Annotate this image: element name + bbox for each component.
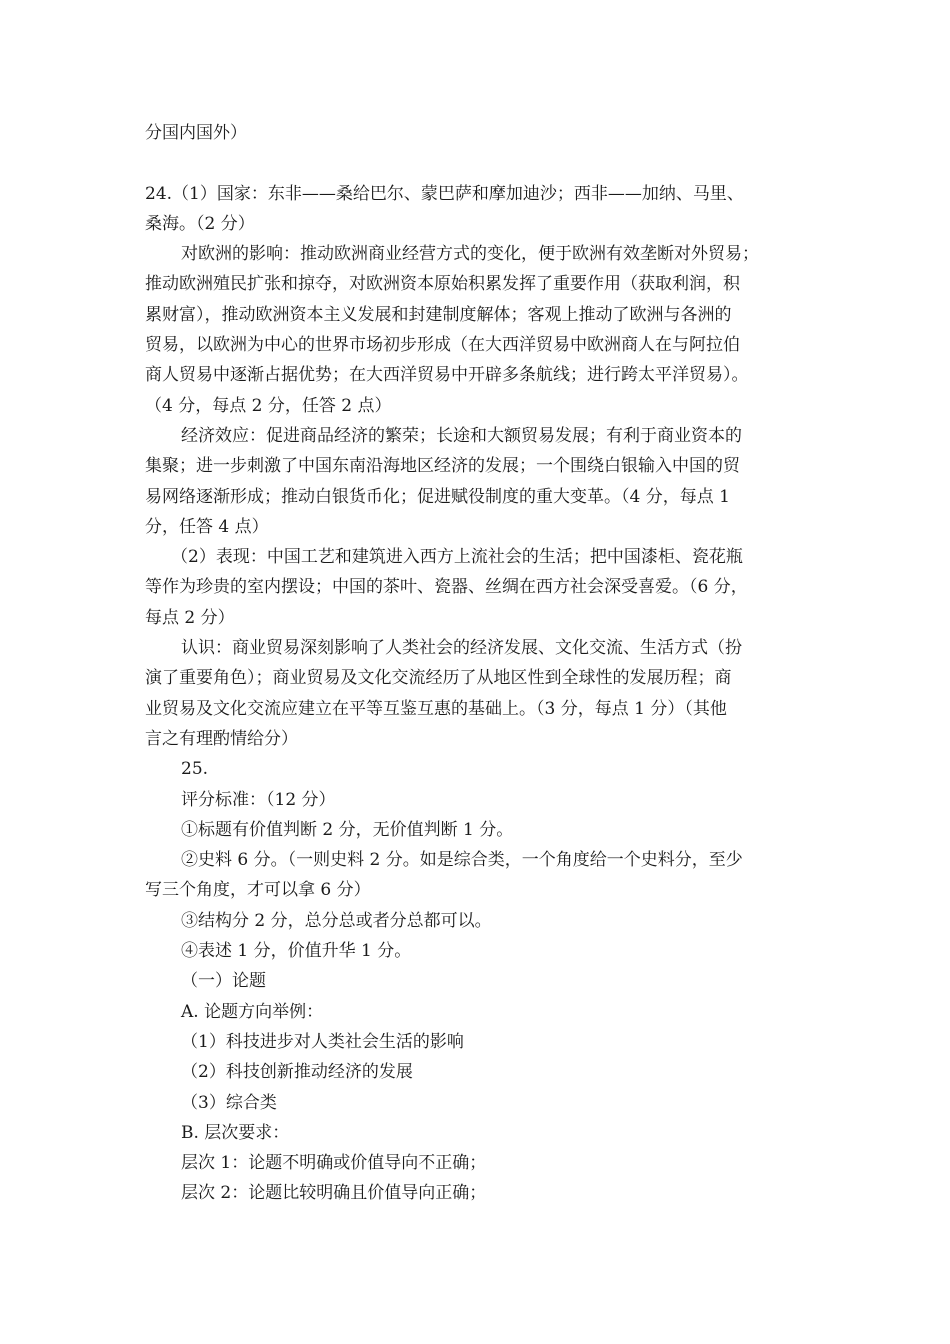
question-25-heading: 25. xyxy=(181,759,209,780)
text-line: 评分标准：（12 分） xyxy=(181,789,336,810)
text-line: ②史料 6 分。（一则史料 2 分。如是综合类，一个角度给一个史料分，至少 xyxy=(181,850,743,871)
text-line: 推动欧洲殖民扩张和掠夺，对欧洲资本原始积累发挥了重要作用（获取利润，积 xyxy=(145,274,740,295)
text-line: A. 论题方向举例： xyxy=(181,1001,324,1022)
text-line: 业贸易及文化交流应建立在平等互鉴互惠的基础上。（3 分，每点 1 分）（其他 xyxy=(145,698,727,719)
text-line: 言之有理酌情给分） xyxy=(145,728,298,749)
text-line: 集聚；进一步刺激了中国东南沿海地区经济的发展；一个围绕白银输入中国的贸 xyxy=(145,456,740,477)
text-line: ①标题有价值判断 2 分，无价值判断 1 分。 xyxy=(181,819,514,840)
text-line: ④表述 1 分，价值升华 1 分。 xyxy=(181,941,412,962)
text-line: 桑海。（2 分） xyxy=(145,213,255,234)
text-line: 层次 2：论题比较明确且价值导向正确； xyxy=(181,1183,487,1204)
list-item: （3）综合类 xyxy=(181,1092,277,1113)
document-body xyxy=(145,118,815,1209)
text-line: （4 分，每点 2 分，任答 2 点） xyxy=(145,395,392,416)
text-line: 贸易，以欧洲为中心的世界市场初步形成（在大西洋贸易中欧洲商人在与阿拉伯 xyxy=(145,335,740,356)
text-line: 经济效应：促进商品经济的繁荣；长途和大额贸易发展；有利于商业资本的 xyxy=(181,425,742,446)
text-line: （2）表现：中国工艺和建筑进入西方上流社会的生活；把中国漆柜、瓷花瓶 xyxy=(171,547,743,568)
text-line: 累财富），推动欧洲资本主义发展和封建制度解体；客观上推动了欧洲与各洲的 xyxy=(145,304,732,325)
list-item: （1）科技进步对人类社会生活的影响 xyxy=(181,1031,464,1052)
text-line: B. 层次要求： xyxy=(181,1122,290,1143)
text-line: 写三个角度，才可以拿 6 分） xyxy=(145,880,371,901)
text-line: ③结构分 2 分，总分总或者分总都可以。 xyxy=(181,910,492,931)
text-line: 对欧洲的影响：推动欧洲商业经营方式的变化，便于欧洲有效垄断对外贸易； xyxy=(181,244,759,265)
list-item: （2）科技创新推动经济的发展 xyxy=(181,1062,413,1083)
text-line: 认识：商业贸易深刻影响了人类社会的经济发展、文化交流、生活方式（扮 xyxy=(181,638,742,659)
question-24-heading: 24.（1）国家：东非——桑给巴尔、蒙巴萨和摩加迪沙；西非——加纳、马里、 xyxy=(145,183,744,204)
text-line: 每点 2 分） xyxy=(145,607,235,628)
section-heading: （一）论题 xyxy=(181,971,266,992)
text-line: 商人贸易中逐渐占据优势；在大西洋贸易中开辟多条航线；进行跨太平洋贸易）。 xyxy=(145,365,749,386)
text-line: 层次 1：论题不明确或价值导向不正确； xyxy=(181,1153,487,1174)
text-line: 分，任答 4 点） xyxy=(145,516,269,537)
text-line: 易网络逐渐形成；推动白银货币化；促进赋役制度的重大变革。（4 分，每点 1 xyxy=(145,486,730,507)
text-line: 等作为珍贵的室内摆设；中国的茶叶、瓷器、丝绸在西方社会深受喜爱。（6 分， xyxy=(145,577,748,598)
text-line: 分国内国外） xyxy=(145,123,247,143)
blank-line xyxy=(145,148,815,178)
text-line: 演了重要角色）；商业贸易及文化交流经历了从地区性到全球性的发展历程；商 xyxy=(145,668,732,689)
